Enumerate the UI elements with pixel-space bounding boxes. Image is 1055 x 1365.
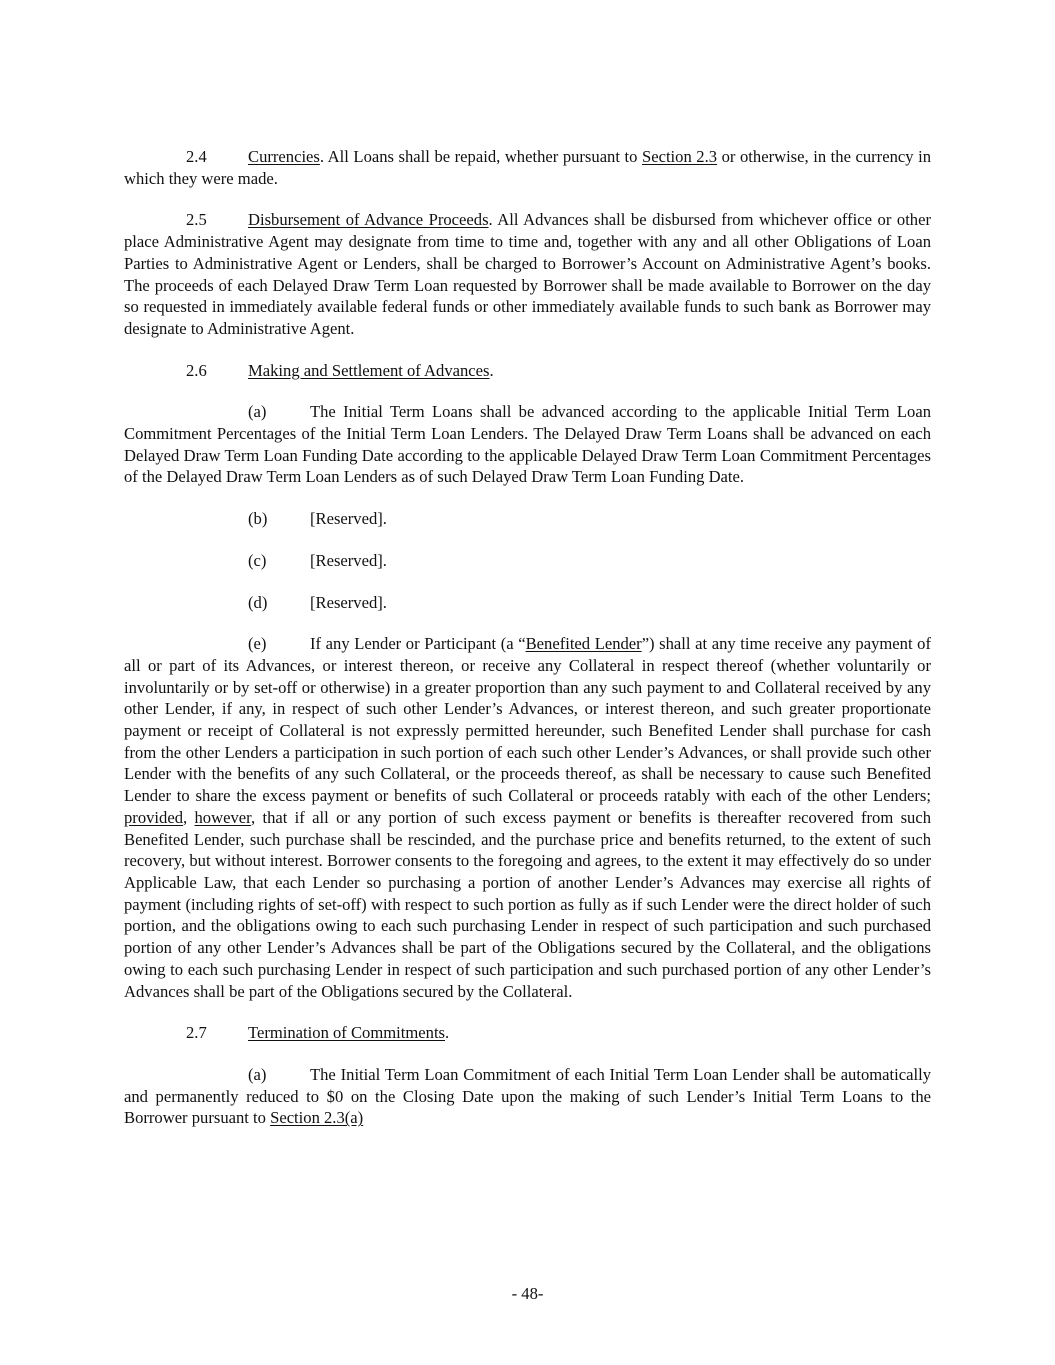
section-heading: Disbursement of Advance Proceeds bbox=[248, 210, 489, 230]
section-2-5 bbox=[124, 209, 931, 339]
subsection-label: (a) bbox=[248, 1064, 267, 1084]
section-number: 2.6 bbox=[186, 360, 207, 380]
section-text: . All Advances shall be disbursed from whichever office or other place Administrative Agent may designate from time to time and, together with any and all other Obligations of Loan Parties to Administrative Agent or Lenders, shall be charged to Borrower’s Account on Administrative Agent’s books. The proceeds of each Delayed Draw Term Loan requested by Borrower shall be made available to Borrower on the day so requested in immediately available federal funds or other immediately available funds to such bank as Borrower may designate to Administrative Agent. bbox=[124, 210, 931, 338]
section-text: or otherwise, in the currency in which they were made. bbox=[124, 147, 931, 188]
subsection-2-6-e bbox=[124, 633, 931, 1002]
defined-term: Benefited Lender bbox=[525, 634, 642, 654]
section-text: . All Loans shall be repaid, whether pursuant to bbox=[319, 147, 642, 166]
section-heading: Making and Settlement of Advances bbox=[248, 360, 490, 380]
subsection-2-6-c bbox=[124, 550, 931, 572]
subsection-text: The Initial Term Loan Commitment of each Initial Term Loan Lender shall be automatically and permanently reduced to $0 on the Closing Date upon the making of such Lender’s Initial Term Loans to the Borrower pursuant to bbox=[124, 1064, 931, 1128]
heading-period: . bbox=[445, 1023, 450, 1043]
subsection-2-6-a bbox=[124, 401, 931, 488]
subsection-label: (d) bbox=[248, 592, 268, 612]
subsection-2-7-a bbox=[124, 1064, 931, 1129]
section-2-4 bbox=[124, 146, 931, 189]
subsection-label: (c) bbox=[248, 550, 267, 570]
subsection-text: , that if all or any portion of such excess payment or benefits is thereafter recovered from such Benefited Lender, such purchase shall be rescinded, and the purchase price and benefits returned, to the extent of such recovery, but without interest. Borrower consents to the foregoing and agrees, to the extent it may effectively do so under Applicable Law, that each Lender so purchasing a portion of another Lender’s Advances may exercise all rights of payment (including rights of set-off) with respect to such portion as fully as if such Lender were the direct holder of such portion, and the obligations owing to each such purchasing Lender in respect of such participation and such purchased portion of any other Lender’s Advances shall be part of the Obligations secured by the Collateral, and the obligations owing to each such purchasing Lender in respect of such participation and such purchased portion of any other Lender’s Advances shall be part of the Obligations secured by the Collateral. bbox=[124, 807, 931, 1001]
section-heading: Termination of Commitments bbox=[248, 1023, 446, 1043]
page-number: - 48- bbox=[511, 1284, 544, 1303]
subsection-text: If any Lender or Participant (a “ bbox=[310, 634, 526, 654]
section-number: 2.7 bbox=[186, 1023, 207, 1043]
subsection-text: [Reserved]. bbox=[310, 509, 387, 529]
subsection-label: (a) bbox=[248, 402, 267, 422]
section-reference: Section 2.3(a) bbox=[270, 1108, 364, 1128]
section-reference: Section 2.3 bbox=[641, 147, 718, 166]
subsection-label: (e) bbox=[248, 634, 267, 654]
comma: , bbox=[183, 807, 195, 827]
section-number: 2.5 bbox=[186, 210, 207, 230]
section-number: 2.4 bbox=[186, 147, 207, 166]
section-2-6-heading bbox=[124, 360, 931, 382]
subsection-text: [Reserved]. bbox=[310, 550, 387, 570]
section-heading: Currencies bbox=[248, 147, 320, 166]
subsection-text: [Reserved]. bbox=[310, 592, 387, 612]
page-body bbox=[124, 146, 931, 1129]
proviso-term: however bbox=[194, 807, 251, 827]
section-2-7-heading bbox=[124, 1022, 931, 1044]
heading-period: . bbox=[489, 360, 494, 380]
subsection-2-6-b bbox=[124, 508, 931, 530]
proviso-term: provided bbox=[124, 807, 183, 827]
subsection-text: ”) shall at any time receive any payment of all or part of its Advances, or interest thereon, or receive any Collateral in respect thereof (whether voluntarily or involuntarily or by set-off or otherwise) in a greater proportion than any such payment to and Collateral received by any other Lender, if any, in respect of such other Lender’s Advances, or interest thereon, and such greater proportionate payment or receipt of Collateral is not expressly permitted hereunder, such Benefited Lender shall purchase for cash from the other Lenders a participation in such portion of each such other Lender’s Advances, or shall provide such other Lender with the benefits of any such Collateral, or the proceeds thereof, as shall be necessary to cause such Benefited Lender to share the excess payment or benefits of such Collateral or proceeds ratably with each of the other Lenders; bbox=[124, 634, 931, 806]
subsection-2-6-d bbox=[124, 592, 931, 614]
subsection-text: The Initial Term Loans shall be advanced according to the applicable Initial Term Loan Commitment Percentages of the Initial Term Loan Lenders. The Delayed Draw Term Loans shall be advanced on each Delayed Draw Term Loan Funding Date according to the applicable Delayed Draw Term Loan Commitment Percentages of the Delayed Draw Term Loan Lenders as of such Delayed Draw Term Loan Funding Date. bbox=[124, 402, 931, 487]
subsection-label: (b) bbox=[248, 509, 268, 529]
